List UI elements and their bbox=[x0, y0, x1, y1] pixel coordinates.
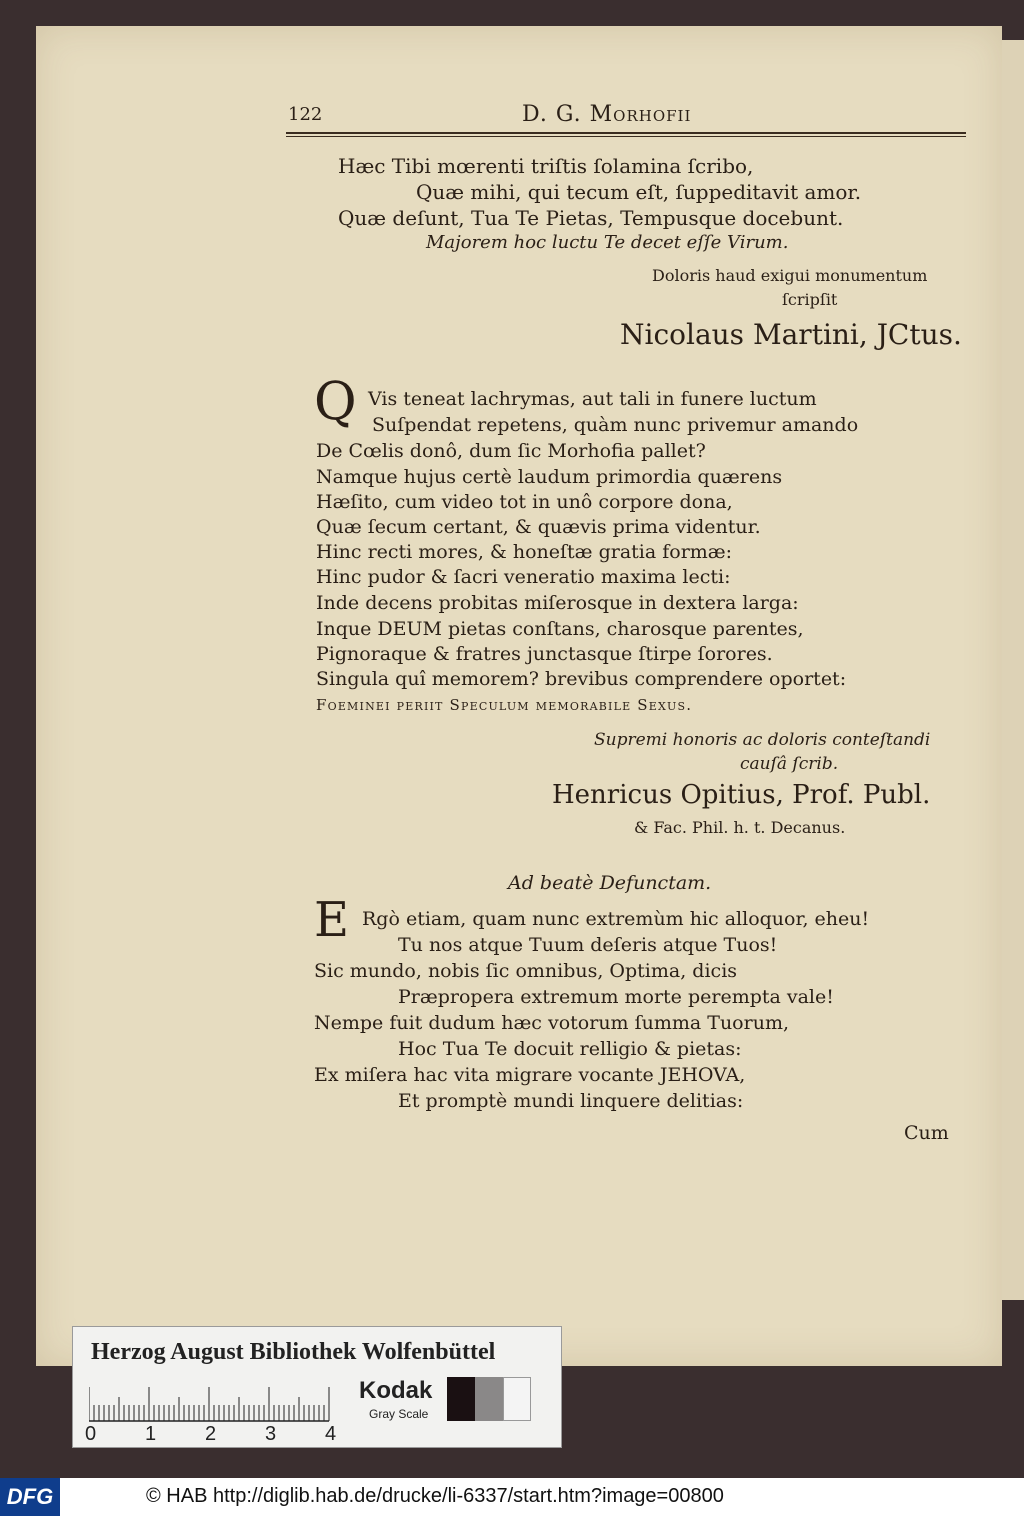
poem2-signoff: cauſâ ſcrib. bbox=[740, 754, 839, 774]
poem3-line: Ex miſera hac vita migrare vocante JEHOVA, bbox=[314, 1064, 746, 1086]
gray-swatch-light bbox=[503, 1377, 531, 1421]
poem2-line: Pignoraque & fratres junctasque ſtirpe ſorores. bbox=[316, 643, 773, 665]
poem2-line: Foeminei periit Speculum memorabile Sexus. bbox=[316, 696, 693, 714]
poem3-line: Sic mundo, nobis ſic omnibus, Optima, dicis bbox=[314, 960, 738, 982]
kodak-brand: Kodak bbox=[359, 1377, 433, 1404]
poem1-author: Nicolaus Martini, JCtus. bbox=[620, 318, 962, 351]
dfg-logo: DFG bbox=[0, 1478, 60, 1516]
catchword: Cum bbox=[904, 1122, 949, 1144]
header-rule bbox=[286, 132, 966, 134]
poem2-line: Namque hujus certè laudum primordia quærens bbox=[316, 466, 783, 488]
ruler-number: 3 bbox=[265, 1423, 277, 1445]
poem3-line: Hoc Tua Te docuit relligio & pietas: bbox=[398, 1038, 742, 1060]
ruler-icon bbox=[89, 1387, 349, 1423]
gray-swatch-dark bbox=[447, 1377, 475, 1421]
page-number: 122 bbox=[288, 104, 323, 125]
ruler-number: 2 bbox=[205, 1423, 217, 1445]
poem2-signoff: Supremi honoris ac doloris conteſtandi bbox=[594, 730, 931, 750]
poem3-line: Et promptè mundi linquere delitias: bbox=[398, 1090, 744, 1112]
ruler-number: 1 bbox=[145, 1423, 157, 1445]
poem1-line: Quæ mihi, qui tecum eſt, ſuppeditavit amor. bbox=[416, 180, 862, 204]
ruler-number: 0 bbox=[85, 1423, 97, 1445]
poem1-line: Hæc Tibi mœrenti triſtis ſolamina ſcribo, bbox=[338, 154, 754, 178]
poem1-line: Majorem hoc luctu Te decet eſſe Virum. bbox=[426, 232, 789, 253]
poem1-signoff: Doloris haud exigui monumentum bbox=[652, 266, 928, 285]
poem3-line: Nempe fuit dudum hæc votorum ſumma Tuorum, bbox=[314, 1012, 789, 1034]
poem2-line: De Cœlis donô, dum ſic Morhofia pallet? bbox=[316, 440, 706, 462]
poem2-line: Hæſito, cum video tot in unô corpore dona, bbox=[316, 491, 733, 513]
poem3-line: Rgò etiam, quam nunc extremùm hic alloquor, eheu! bbox=[362, 908, 870, 930]
poem1-signoff: ſcripſit bbox=[782, 290, 838, 309]
poem2-line: Vis teneat lachrymas, aut tali in funere luctum bbox=[368, 388, 817, 410]
header-rule-thin bbox=[286, 136, 966, 137]
poem2-line: Quæ ſecum certant, & quævis prima videntur. bbox=[316, 516, 761, 538]
poem2-line: Hinc pudor & ſacri veneratio maxima lecti: bbox=[316, 566, 731, 588]
book-page bbox=[36, 26, 1002, 1366]
poem2-line: Hinc recti mores, & honeſtæ gratia formæ: bbox=[316, 541, 733, 563]
gray-swatch-mid bbox=[475, 1377, 503, 1421]
footer-bar bbox=[0, 1478, 1024, 1516]
poem3-line: Tu nos atque Tuum deſeris atque Tuos! bbox=[398, 934, 778, 956]
poem1-line: Quæ deſunt, Tua Te Pietas, Tempusque docebunt. bbox=[338, 206, 844, 230]
poem2-author: Henricus Opitius, Prof. Publ. bbox=[552, 780, 931, 810]
poem2-author-title: & Fac. Phil. h. t. Decanus. bbox=[634, 818, 846, 837]
poem2-line: Singula quî memorem? brevibus comprendere oportet: bbox=[316, 668, 847, 690]
running-title: D. G. Morhofii bbox=[522, 102, 692, 127]
color-scale-card bbox=[72, 1326, 562, 1448]
library-name: Herzog August Bibliothek Wolfenbüttel bbox=[91, 1339, 496, 1365]
ruler-number: 4 bbox=[325, 1423, 337, 1445]
drop-cap-initial: E bbox=[314, 892, 350, 948]
gray-scale-label: Gray Scale bbox=[369, 1407, 429, 1421]
drop-cap-initial: Q bbox=[314, 372, 357, 432]
poem2-line: Inde decens probitas miſerosque in dextera larga: bbox=[316, 592, 799, 614]
poem2-line: Inque DEUM pietas conſtans, charosque parentes, bbox=[316, 618, 804, 640]
poem3-line: Præpropera extremum morte perempta vale! bbox=[398, 986, 834, 1008]
poem3-heading: Ad beatè Defunctam. bbox=[508, 872, 712, 894]
copyright-link[interactable]: © HAB http://diglib.hab.de/drucke/li-6337/start.htm?image=00800 bbox=[146, 1485, 724, 1507]
poem2-line: Suſpendat repetens, quàm nunc privemur amando bbox=[372, 414, 859, 436]
